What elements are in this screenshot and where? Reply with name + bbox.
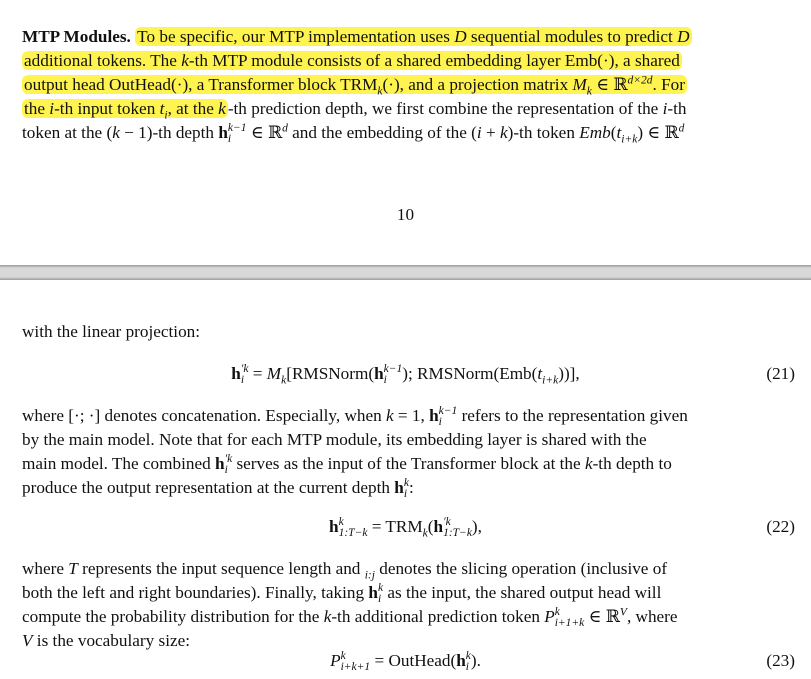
mtp-paragraph: MTP Modules. To be specific, our MTP implementation uses D sequential modules to predict D additional tokens. The k-th MTP module consists of a shared embedding layer Emb(·), a shared output head OutHead(·), a Transformer block $TRM_k(\cdot)$, and a projection matrix $M_k$ ∈ ℝ$^{d\times 2d}$. For the i-th input token $t_i$, at the k -th prediction depth, we first combine the representation of the i-th token at the (k − 1)-th depth h k−1 i ∈ ℝ$^d$ and the embedding of the (i + k)-th token $Emb(t_{i+k})$ ∈ ℝ$^d$ <box>22 27 690 146</box>
paragraph-2: where [·; ·] denotes concatenation. Especially, when k = 1, h k−1 i refers to the representation given by the main model. Note that for each MTP module, its embedding layer is shared with the main model. The combined h ′k i serves as the input of the Transformer block at the k-th depth to produce the output representation at the current depth h k i : <box>22 405 688 501</box>
page-number: 10 <box>396 205 415 224</box>
section-heading: MTP Modules. <box>22 27 131 46</box>
equation-number: (22) <box>766 517 795 536</box>
equation-number: (21) <box>766 364 795 383</box>
top-page <box>0 0 811 265</box>
highlighted-text: To be specific, our MTP implementation uses D sequential modules to predict D additional tokens. The k-th MTP module consists of a shared embedding layer Emb(·), a shared output head OutHead(·), a Transformer block $TRM_k(\cdot)$, and a projection matrix $M_k$ ∈ ℝ$^{d\times 2d}$. For the i-th input token $t_i$, at the k <box>24 27 690 122</box>
paragraph-3: where T represents the input sequence length and $_{i:j}$ denotes the slicing operation (inclusive of both the left and right boundaries). Finally, taking h k i as the input, the shared output head will compute the probability distribution for the k-th additional prediction token P k i+1+k ∈ ℝ$^V$, where V is the vocabulary size: <box>22 559 678 651</box>
intro-line: with the linear projection: <box>22 322 201 341</box>
page-divider <box>0 265 811 280</box>
bottom-page: with the linear projection: h ′k i = $M_k[RMSNorm(h$ k−1 i ); $RMSNorm(Emb(t_{i+k}))$], (21) where [·; ·] denotes concatenation. Especially, when k = 1, h k−1 i refers to the representation given by the main model. Note that for each MTP module, its embedding layer is shared with the main model. The combined h ′k i serves as the input of the Transformer block at the k-th depth to produce the output representation at the current depth h k i : h k 1:T−k = $TRM_k(h$ ′k 1:T−k ), (22) where T represents the input sequence length and $_{i:j}$ denotes the slicing operation (inclusive of both the left and right boundaries). Finally, taking h k i as the input, the shared output head will compute the probability distribution for the k-th additional prediction token P k i+1+k ∈ ℝ$^V$, where V is the vocabulary size: P k i+k+1 = OutHead(h k i ). (23) <box>22 322 795 674</box>
equation-number: (23) <box>766 651 795 670</box>
